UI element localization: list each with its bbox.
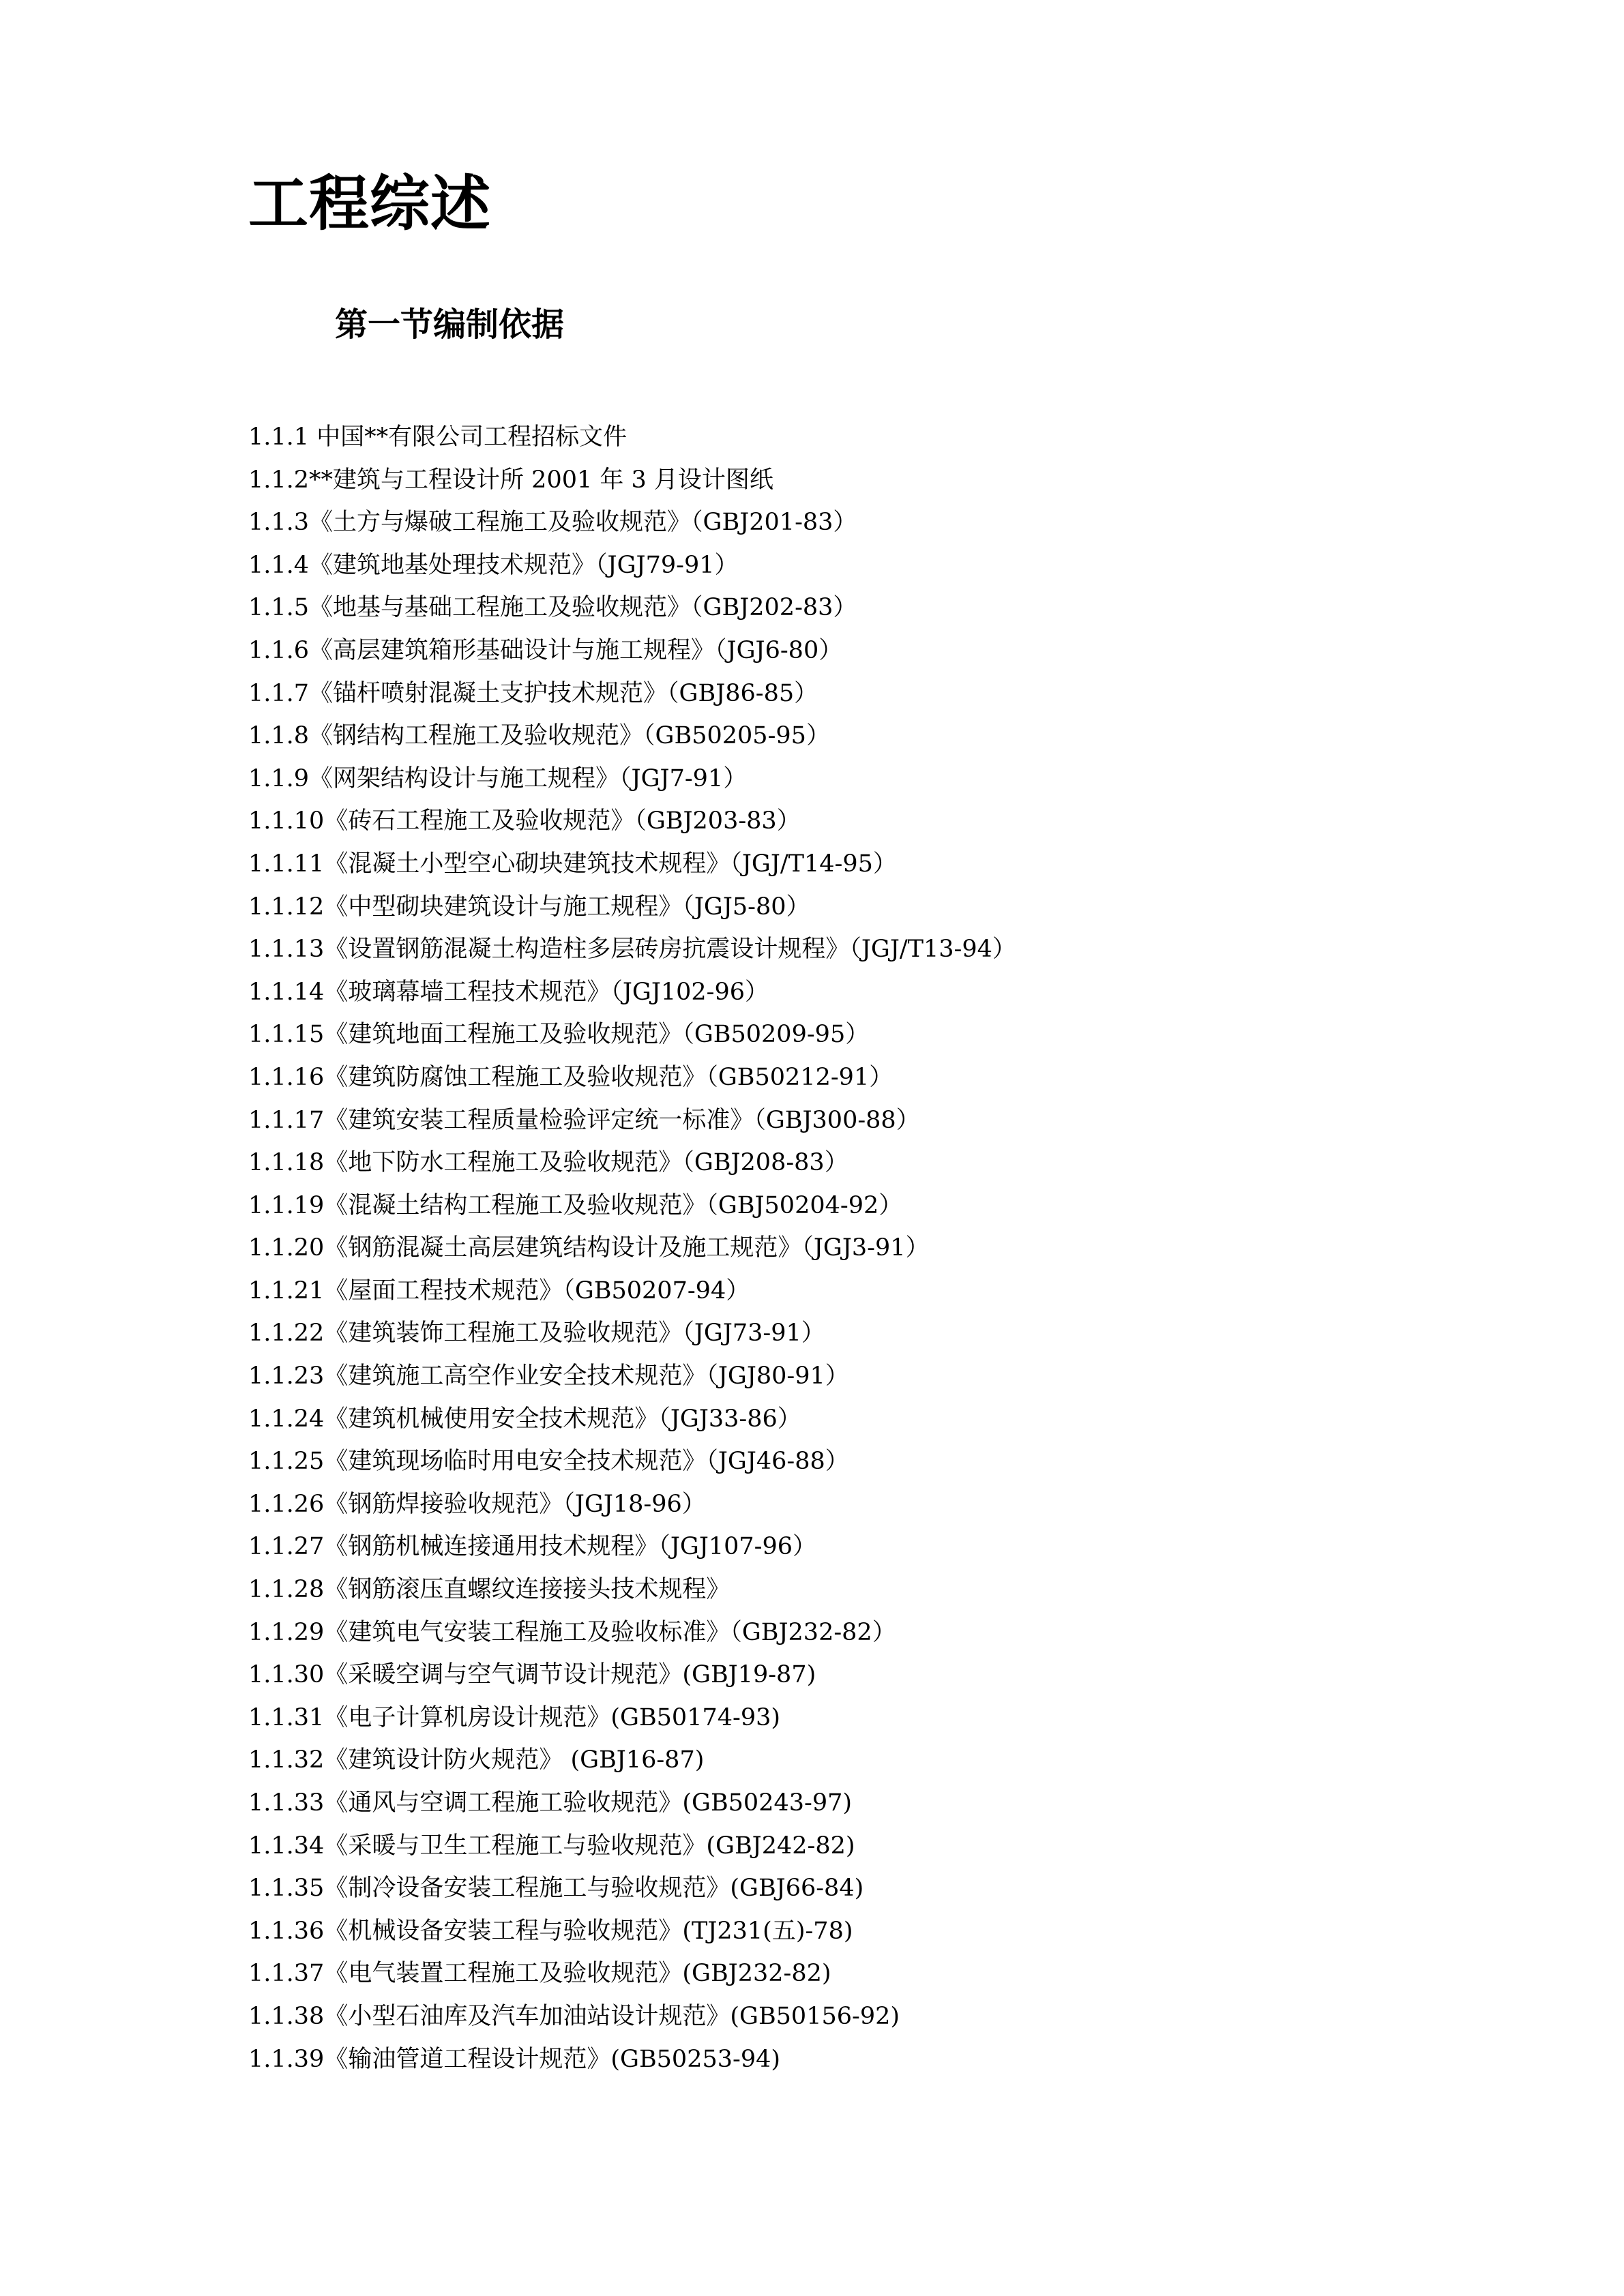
- reference-item: 1.1.8《钢结构工程施工及验收规范》（GB50205-95）: [248, 722, 830, 750]
- reference-item: 1.1.18《地下防水工程施工及验收规范》（GBJ208-83）: [248, 1149, 848, 1177]
- reference-item: 1.1.15《建筑地面工程施工及验收规范》（GB50209-95）: [248, 1021, 870, 1049]
- reference-item: 1.1.7《锚杆喷射混凝土支护技术规范》（GBJ86-85）: [248, 679, 818, 707]
- reference-item: 1.1.37《电气装置工程施工及验收规范》(GBJ232-82): [248, 1960, 831, 1988]
- reference-item: 1.1.5《地基与基础工程施工及验收规范》（GBJ202-83）: [248, 594, 857, 622]
- reference-item: 1.1.29《建筑电气安装工程施工及验收标准》（GBJ232-82）: [248, 1618, 896, 1646]
- reference-item: 1.1.19《混凝土结构工程施工及验收规范》（GBJ50204-92）: [248, 1191, 903, 1219]
- reference-item: 1.1.30《采暖空调与空气调节设计规范》(GBJ19-87): [248, 1661, 816, 1689]
- reference-item: 1.1.12《中型砌块建筑设计与施工规程》（JGJ5-80）: [248, 893, 810, 921]
- reference-item: 1.1.27《钢筋机械连接通用技术规程》（JGJ107-96）: [248, 1533, 817, 1561]
- reference-item: 1.1.39《输油管道工程设计规范》(GB50253-94): [248, 2045, 781, 2073]
- reference-item: 1.1.38《小型石油库及汽车加油站设计规范》(GB50156-92): [248, 2002, 900, 2030]
- reference-item: 1.1.21《屋面工程技术规范》（GB50207-94）: [248, 1277, 750, 1304]
- reference-item: 1.1.32《建筑设计防火规范》 (GBJ16-87): [248, 1746, 705, 1774]
- reference-item: 1.1.26《钢筋焊接验收规范》（JGJ18-96）: [248, 1490, 706, 1518]
- reference-item: 1.1.16《建筑防腐蚀工程施工及验收规范》（GB50212-91）: [248, 1063, 894, 1091]
- reference-item: 1.1.14《玻璃幕墙工程技术规范》（JGJ102-96）: [248, 978, 769, 1006]
- reference-item: 1.1.2**建筑与工程设计所 2001 年 3 月设计图纸: [248, 466, 773, 494]
- reference-item: 1.1.4《建筑地基处理技术规范》（JGJ79-91）: [248, 551, 739, 579]
- reference-item: 1.1.3《土方与爆破工程施工及验收规范》（GBJ201-83）: [248, 509, 857, 537]
- document-title: 工程综述: [248, 168, 492, 239]
- reference-item: 1.1.33《通风与空调工程施工验收规范》(GB50243-97): [248, 1789, 853, 1817]
- reference-list: [248, 416, 1544, 2081]
- reference-item: 1.1.10《砖石工程施工及验收规范》（GBJ203-83）: [248, 807, 801, 835]
- reference-item: 1.1.36《机械设备安装工程与验收规范》(TJ231(五)-78): [248, 1917, 853, 1945]
- reference-item: 1.1.35《制冷设备安装工程施工与验收规范》(GBJ66-84): [248, 1875, 864, 1903]
- reference-item: 1.1.22《建筑装饰工程施工及验收规范》（JGJ73-91）: [248, 1320, 825, 1347]
- reference-item: 1.1.28《钢筋滚压直螺纹连接接头技术规程》: [248, 1576, 730, 1604]
- reference-item: 1.1.17《建筑安装工程质量检验评定统一标准》（GBJ300-88）: [248, 1106, 920, 1134]
- reference-item: 1.1.23《建筑施工高空作业安全技术规范》（JGJ80-91）: [248, 1362, 849, 1390]
- reference-item: 1.1.24《建筑机械使用安全技术规范》（JGJ33-86）: [248, 1405, 801, 1433]
- reference-item: 1.1.13《设置钢筋混凝土构造柱多层砖房抗震设计规程》（JGJ/T13-94）: [248, 936, 1016, 964]
- reference-item: 1.1.11《混凝土小型空心砌块建筑技术规程》（JGJ/T14-95）: [248, 850, 897, 878]
- reference-item: 1.1.25《建筑现场临时用电安全技术规范》（JGJ46-88）: [248, 1448, 849, 1476]
- reference-item: 1.1.34《采暖与卫生工程施工与验收规范》(GBJ242-82): [248, 1832, 855, 1860]
- reference-item: 1.1.6《高层建筑箱形基础设计与施工规程》（JGJ6-80）: [248, 636, 843, 664]
- section-heading: 第一节编制依据: [335, 305, 565, 344]
- reference-item: 1.1.9《网架结构设计与施工规程》（JGJ7-91）: [248, 764, 748, 792]
- reference-item: 1.1.1 中国**有限公司工程招标文件: [248, 423, 628, 451]
- reference-item: 1.1.20《钢筋混凝土高层建筑结构设计及施工规范》（JGJ3-91）: [248, 1234, 930, 1262]
- reference-item: 1.1.31《电子计算机房设计规范》(GB50174-93): [248, 1703, 781, 1731]
